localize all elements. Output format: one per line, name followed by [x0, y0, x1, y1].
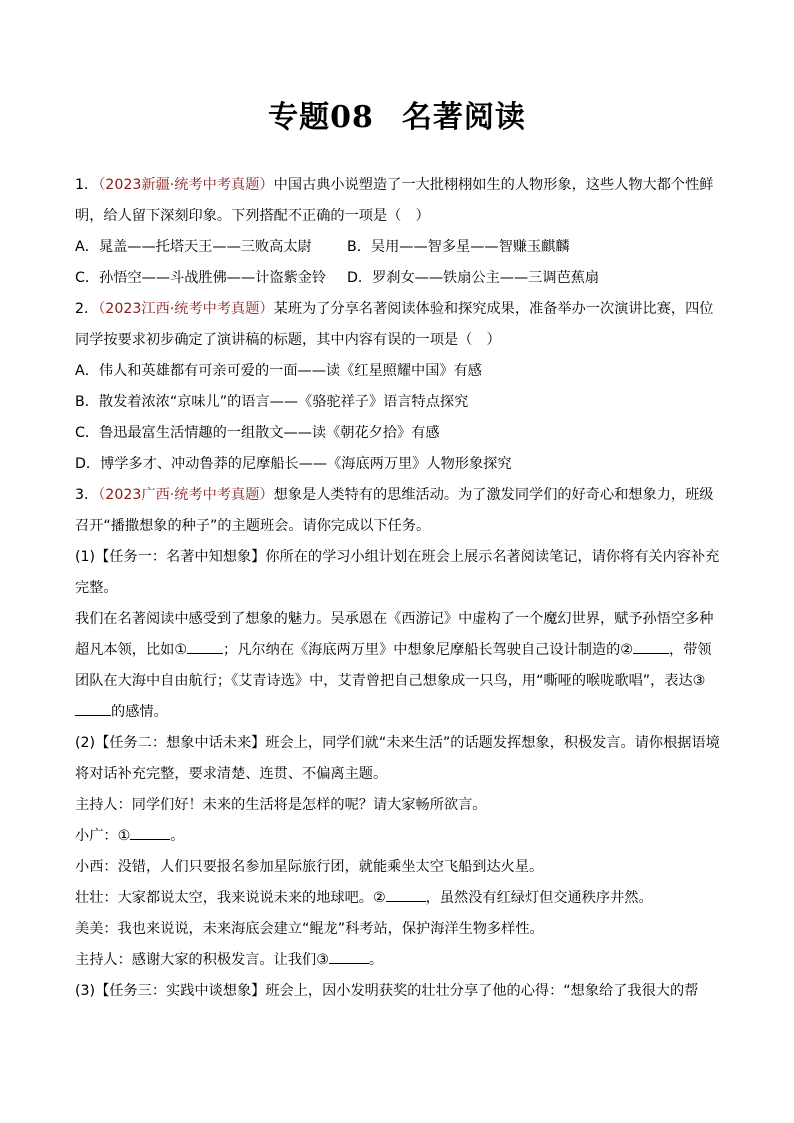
content-body	[75, 170, 723, 1007]
question-1-option-d: D．罗刹女——铁扇公主——三调芭蕉扇	[347, 270, 600, 286]
task-1-text-4: 的感情。	[111, 704, 168, 720]
dialogue-host-2-end: 。	[368, 952, 384, 968]
question-1-option-a: A．晁盖——托塔天王——三败高太尉	[75, 239, 312, 255]
answer-blank-3[interactable]	[75, 701, 111, 716]
dialogue-host-2	[75, 945, 723, 976]
task-1-paragraph	[75, 604, 723, 728]
question-1-source: （2023新疆·统考中考真题）	[98, 177, 274, 193]
question-1-text: 中国古典小说塑造了一大批栩栩如生的人物形象，这些人物大都个性鲜明，给人留下深刻印象。下列搭配不正确的一项是（ ）	[75, 177, 714, 224]
question-2-option-d: D．博学多才、冲动鲁莽的尼摩船长——《海底两万里》人物形象探究	[75, 456, 512, 472]
question-3-text: 想象是人类特有的思维活动。为了激发同学们的好奇心和想象力，班级召开“播撒想象的种子”的主题班会。请你完成以下任务。	[75, 487, 714, 534]
question-3-stem	[75, 480, 723, 542]
question-2-source: （2023江西·统考中考真题）	[98, 301, 274, 317]
dialogue-zhuangzhuang-end: ，虽然没有红绿灯但交通秩序井然。	[425, 890, 653, 906]
question-1-number: 1．	[75, 177, 99, 193]
dialogue-zhuangzhuang-text: 壮壮：大家都说太空，我来说说未来的地球吧。②	[75, 890, 386, 906]
answer-blank-dialogue-1[interactable]	[130, 825, 170, 840]
answer-blank-dialogue-2[interactable]	[386, 887, 426, 902]
question-2-option-c: C．鲁迅最富生活情趣的一组散文——读《朝花夕拾》有感	[75, 425, 440, 441]
question-2-number: 2．	[75, 301, 99, 317]
task-1-text-2: ；凡尔纳在《海底两万里》中想象尼摩船长驾驶自己设计制造的②	[223, 642, 634, 658]
question-1-options-row-1	[75, 232, 723, 263]
question-1-option-b: B．吴用——智多星——智赚玉麒麟	[347, 239, 570, 255]
question-1-stem	[75, 170, 723, 232]
question-3-source: （2023广西·统考中考真题）	[98, 487, 274, 503]
dialogue-xiaoguang-text: 小广：①	[75, 828, 131, 844]
dialogue-xiaoguang-end: 。	[170, 828, 185, 844]
answer-blank-2[interactable]	[633, 639, 669, 654]
task-1-text-1: 我们在名著阅读中感受到了想象的魅力。吴承恩在《西游记》中虚构了一个魔幻世界，赋予孙悟空多种超凡本领，比如①	[75, 611, 714, 658]
question-1-option-c: C．孙悟空——斗战胜佛——计盗紫金铃	[75, 270, 327, 286]
task-2-intro: (2)【任务二：想象中话未来】班会上，同学们就“未来生活”的话题发挥想象，积极发言。请你根据语境将对话补充完整，要求清楚、连贯、不偏离主题。	[75, 735, 720, 782]
question-2-option-b: B．散发着浓浓“京味儿”的语言——《骆驼祥子》语言特点探究	[75, 394, 469, 410]
dialogue-meimei: 美美：我也来说说，未来海底会建立“鲲龙”科考站，保护海洋生物多样性。	[75, 921, 544, 937]
answer-blank-1[interactable]	[187, 639, 223, 654]
question-2-text: 某班为了分享名著阅读体验和探究成果，准备举办一次演讲比赛，四位同学按要求初步确定了演讲稿的标题，其中内容有误的一项是（ ）	[75, 301, 714, 348]
question-3-number: 3．	[75, 487, 99, 503]
title-sub: 名著阅读	[401, 100, 526, 135]
task-1-intro: (1)【任务一：名著中知想象】你所在的学习小组计划在班会上展示名著阅读笔记，请你将有关内容补充完整。	[75, 549, 720, 596]
title-main: 专题08	[268, 100, 374, 135]
dialogue-xiaoxi: 小西：没错，人们只要报名参加星际旅行团，就能乘坐太空飞船到达火星。	[75, 859, 544, 875]
question-1-options-row-2	[75, 263, 723, 294]
task-1-text-3: ，带领团队在大海中自由航行；《艾青诗选》中，艾青曾把自己想象成一只鸟，用“嘶哑的喉咙歌唱”，表达③	[75, 642, 712, 689]
question-2-stem	[75, 294, 723, 356]
question-2-option-a: A．伟人和英雄都有可亲可爱的一面——读《红星照耀中国》有感	[75, 363, 482, 379]
dialogue-xiaoguang	[75, 821, 723, 852]
page-title	[0, 92, 794, 136]
dialogue-host-1: 主持人：同学们好！未来的生活将是怎样的呢？请大家畅所欲言。	[75, 797, 487, 813]
answer-blank-dialogue-3[interactable]	[329, 949, 369, 964]
dialogue-host-2-text: 主持人：感谢大家的积极发言。让我们③	[75, 952, 329, 968]
task-3-intro: (3)【任务三：实践中谈想象】班会上，因小发明获奖的壮壮分享了他的心得：“想象给了我很大的帮	[75, 983, 699, 999]
dialogue-zhuangzhuang	[75, 883, 723, 914]
